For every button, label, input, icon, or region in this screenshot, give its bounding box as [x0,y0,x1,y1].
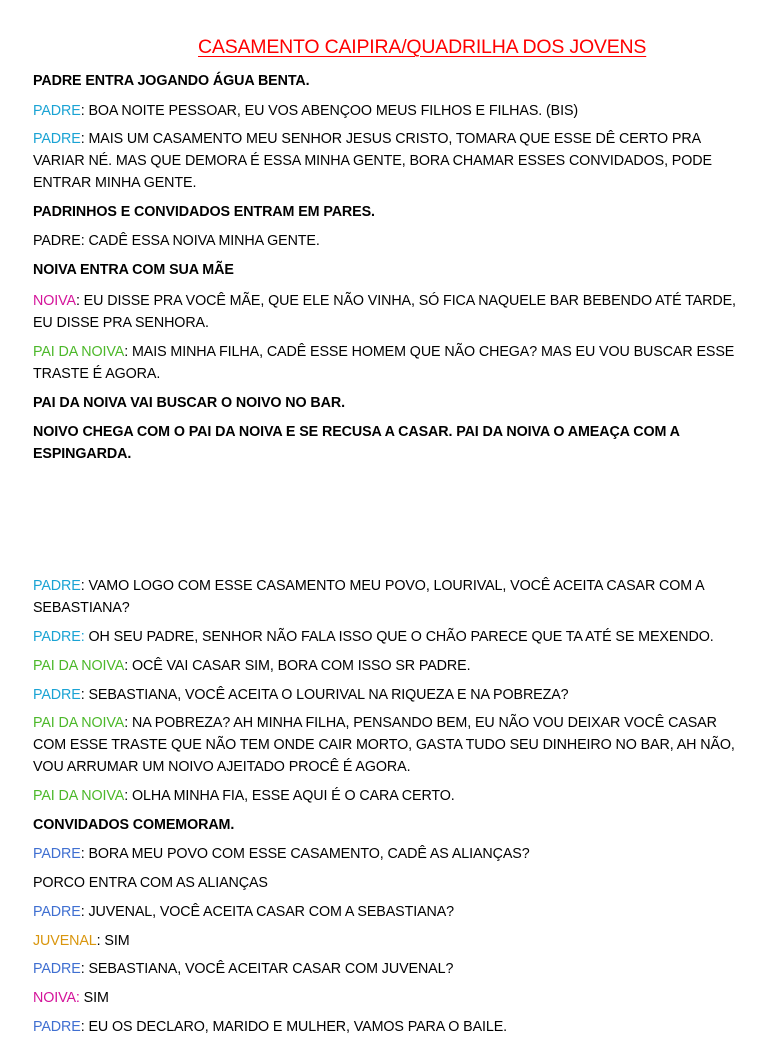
speaker-padre: PADRE [33,687,81,703]
document-title: CASAMENTO CAIPIRA/QUADRILHA DOS JOVENS [198,36,647,58]
dialogue-line: PAI DA NOIVA: NA POBREZA? AH MINHA FILHA, PENSANDO BEM, EU NÃO VOU DEIXAR VOCÊ CASAR COM ESSE TRASTE QUE NÃO TEM ONDE CAIR MORTO, GASTA TUDO SEU DINHEIRO NO BAR, AH NÃO, VOU ARRUMAR UM NOIVO AJEITADO PROCÊ É AGORA. [33,715,735,775]
speaker-padre: PADRE [33,961,81,977]
dialogue-line: PADRE: SEBASTIANA, VOCÊ ACEITA O LOURIVAL NA RIQUEZA E NA POBREZA? [33,687,569,703]
dialogue-line: PADRE: EU OS DECLARO, MARIDO E MULHER, VAMOS PARA O BAILE. [33,1019,508,1035]
speaker-padre: PADRE [33,1019,81,1035]
dialogue-line: NOIVA: SIM [33,990,109,1006]
speaker-noiva: NOIVA [33,293,76,309]
speaker-padre: PADRE [33,578,81,594]
stage-direction: CONVIDADOS COMEMORAM. [33,817,235,833]
dialogue-line: PADRE: MAIS UM CASAMENTO MEU SENHOR JESUS CRISTO, TOMARA QUE ESSE DÊ CERTO PRA VARIAR NÉ. MAS QUE DEMORA É ESSA MINHA GENTE, BORA CHAMAR ESSES CONVIDADOS, PODE ENTRAR MINHA GENTE. [33,131,712,191]
stage-direction: NOIVA ENTRA COM SUA MÃE [33,262,234,278]
speaker-pai-da-noiva: PAI DA NOIVA [33,715,125,731]
dialogue-line: PADRE: VAMO LOGO COM ESSE CASAMENTO MEU POVO, LOURIVAL, VOCÊ ACEITA CASAR COM A SEBASTIANA? [33,578,704,616]
dialogue-line: PAI DA NOIVA: OCÊ VAI CASAR SIM, BORA COM ISSO SR PADRE. [33,658,471,674]
speaker-padre: PADRE: [33,629,85,645]
dialogue-line: JUVENAL: SIM [33,933,130,949]
speaker-pai-da-noiva: PAI DA NOIVA [33,658,125,674]
speaker-padre: PADRE [33,846,81,862]
dialogue-line: NOIVA: EU DISSE PRA VOCÊ MÃE, QUE ELE NÃO VINHA, SÓ FICA NAQUELE BAR BEBENDO ATÉ TARDE, EU DISSE PRA SENHORA. [33,293,736,331]
dialogue-line: PADRE: BORA MEU POVO COM ESSE CASAMENTO, CADÊ AS ALIANÇAS? [33,846,530,862]
speaker-pai-da-noiva: PAI DA NOIVA [33,788,125,804]
speaker-juvenal: JUVENAL [33,933,97,949]
stage-direction: PAI DA NOIVA VAI BUSCAR O NOIVO NO BAR. [33,395,345,411]
dialogue-line: PAI DA NOIVA: MAIS MINHA FILHA, CADÊ ESSE HOMEM QUE NÃO CHEGA? MAS EU VOU BUSCAR ESSE TRASTE É AGORA. [33,344,735,382]
stage-direction: NOIVO CHEGA COM O PAI DA NOIVA E SE RECUSA A CASAR. PAI DA NOIVA O AMEAÇA COM A ESPINGARDA. [33,424,680,462]
dialogue-line: PADRE: BOA NOITE PESSOAR, EU VOS ABENÇOO MEUS FILHOS E FILHAS. (BIS) [33,103,579,119]
dialogue-line: PADRE: JUVENAL, VOCÊ ACEITA CASAR COM A SEBASTIANA? [33,904,455,920]
dialogue-line: PAI DA NOIVA: OLHA MINHA FIA, ESSE AQUI É O CARA CERTO. [33,788,455,804]
dialogue-line: PADRE: OH SEU PADRE, SENHOR NÃO FALA ISSO QUE O CHÃO PARECE QUE TA ATÉ SE MEXENDO. [33,629,714,645]
stage-direction: PADRINHOS E CONVIDADOS ENTRAM EM PARES. [33,204,375,220]
dialogue-line: PADRE: SEBASTIANA, VOCÊ ACEITAR CASAR COM JUVENAL? [33,961,454,977]
dialogue-line: PADRE: CADÊ ESSA NOIVA MINHA GENTE. [33,233,320,249]
speaker-padre: PADRE [33,904,81,920]
dialogue-line: PORCO ENTRA COM AS ALIANÇAS [33,875,268,891]
stage-direction: PADRE ENTRA JOGANDO ÁGUA BENTA. [33,73,310,89]
speaker-noiva: NOIVA: [33,990,80,1006]
speaker-pai-da-noiva: PAI DA NOIVA [33,344,125,360]
speaker-padre: PADRE [33,103,81,119]
speaker-padre: PADRE [33,131,81,147]
